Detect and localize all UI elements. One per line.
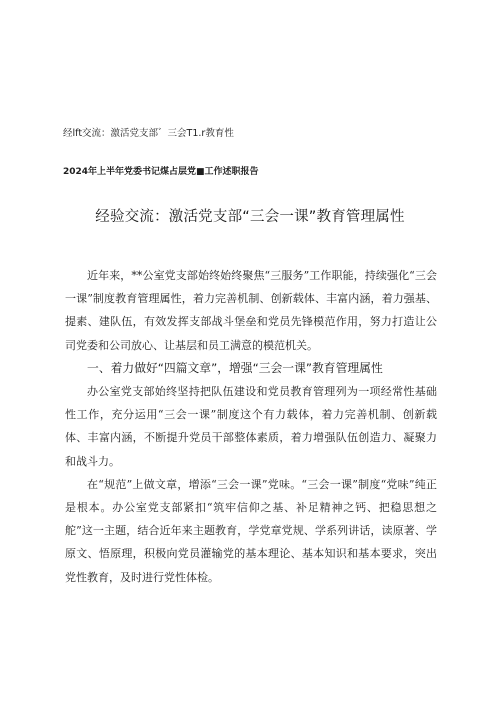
header-line-1: 经lft交流：激活党支部゛三会T1.r教育性 (63, 128, 234, 139)
document-title: 经验交流：激活党支部“三会一课”教育管理属性 (95, 209, 405, 225)
body-paragraph: 在“规范”上做文章，增添“三会一课”党味。“三会一课”制度“党味”纯正是根本。办公室党支部紧扣“筑牢信仰之基、补足精神之钙、把稳思想之舵”这一主题，结合近年来主题教育，学党章党规、学系列讲话，读原著、学原文、悟原理，积极向党员灌输党的基本理论、基本知识和基本要求，突出党性教育，及时进行党性体检。 (65, 477, 437, 584)
body-paragraph: 办公室党支部始终坚持把队伍建设和党员教育管理列为一项经常性基础性工作，充分运用“三会一课”制度这个有力载体，着力完善机制、创新载体、丰富内涵，不断提升党员干部整体素质，着力增强队伍创造力、凝聚力和战斗力。 (65, 385, 437, 468)
header-line-2: 2024年上半年党委书记煤占层党■工作述职报告 (63, 167, 259, 177)
intro-paragraph: 近年来，**公室党支部始终始终聚焦“三服务”工作职能，持续强化“三会一课”制度教育管理属性，着力完善机制、创新载体、丰富内涵，着力强基、提素、建队伍，有效发挥支部战斗堡垒和党员先锋模范作用，努力打造让公司党委和公司放心、让基层和员工满意的模范机关。 (65, 269, 437, 352)
section-heading: 一、着力做好“四篇文章”，增强“三会一课”教育管理属性 (87, 360, 383, 375)
document-body (65, 264, 437, 589)
